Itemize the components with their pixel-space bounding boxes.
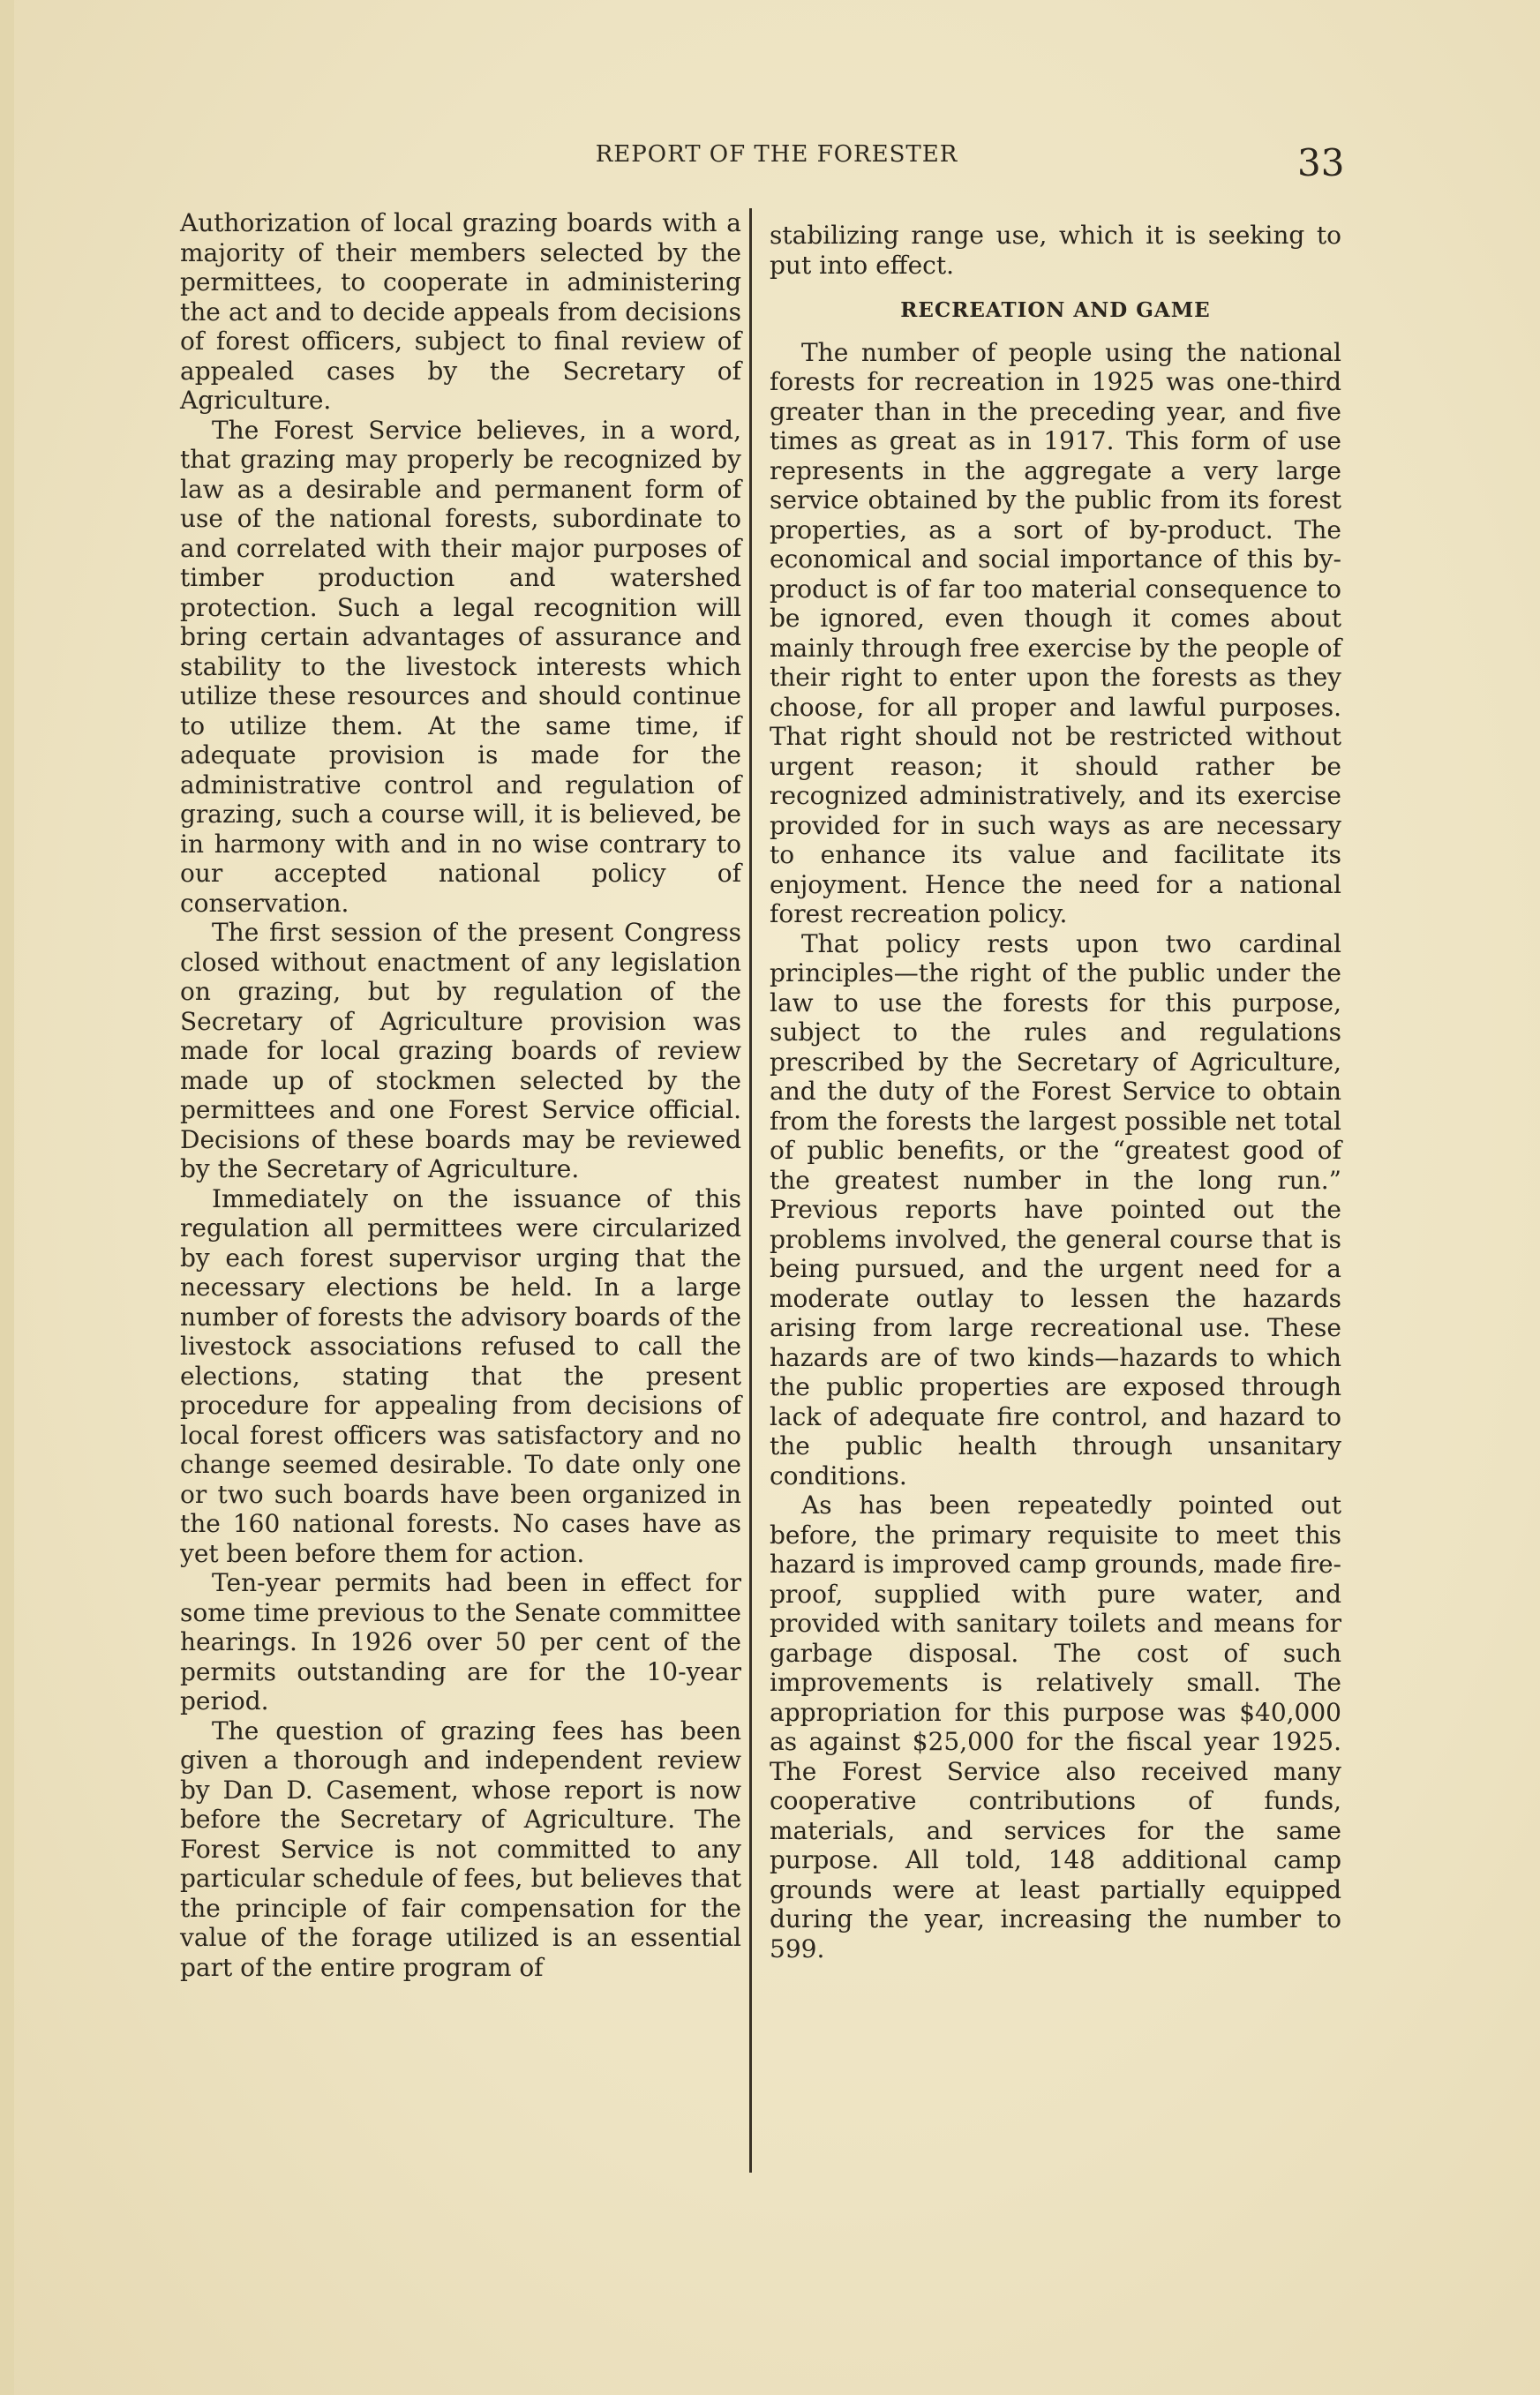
paragraph: The number of people using the national forests for recreation in 1925 was one-third greater than in the preceding year, and five times as great as in 1917. This form of use represents in the aggregate a very large service obtained by the public from its forest properties, as a sort of by-product. The economical and social importance of this by-product is of far too material consequence to be ignored, even though it comes about mainly through free exercise by the people of their right to enter upon the forests as they choose, for all proper and lawful purposes. That right should not be restricted without urgent reason; it should rather be recognized administratively, and its exercise provided for in such ways as are necessary to enhance its value and facilitate its enjoyment. Hence the need for a national forest recreation policy.	[770, 337, 1341, 928]
page-number: 33	[1297, 141, 1345, 184]
paragraph-continuation: stabilizing range use, which it is seeking to put into effect.	[770, 221, 1341, 280]
paragraph: The first session of the present Congress closed without enactment of any legislation on grazing, but by regulation of the Secretary of Agriculture provision was made for local grazing boards of review made up of stockmen selected by the permittees and one Forest Service official. Decisions of these boards may be reviewed by the Secretary of Agriculture.	[180, 918, 741, 1183]
right-column	[770, 221, 1341, 1963]
running-head: REPORT OF THE FORESTER	[595, 141, 958, 168]
paragraph: The question of grazing fees has been given a thorough and independent review by Dan D. Casement, whose report is now before the Secretary of Agriculture. The Forest Service is not committed to any particular schedule of fees, but believes that the principle of fair compensation for the value of the forage utilized is an essential part of the entire program of	[180, 1716, 741, 1982]
paragraph: That policy rests upon two cardinal principles—the right of the public under the law to use the forests for this purpose, subject to the rules and regulations prescribed by the Secretary of Agriculture, and the duty of the Forest Service to obtain from the forests the largest possible net total of public benefits, or the “greatest good of the greatest number in the long run.” Previous reports have pointed out the problems involved, the general course that is being pursued, and the urgent need for a moderate outlay to lessen the hazards arising from large recreational use. These hazards are of two kinds—hazards to which the public properties are exposed through lack of adequate fire control, and hazard to the public health through unsanitary conditions.	[770, 928, 1341, 1490]
section-heading: RECREATION AND GAME	[900, 298, 1211, 322]
column-divider	[749, 208, 752, 2173]
page-left-edge	[0, 0, 14, 2395]
paragraph: As has been repeatedly pointed out before, the primary requisite to meet this hazard is improved camp grounds, made fire-proof, supplied with pure water, and provided with sanitary toilets and means for garbage disposal. The cost of such improvements is relatively small. The appropriation for this purpose was $40,000 as against $25,000 for the fiscal year 1925. The Forest Service also received many cooperative contributions of funds, materials, and services for the same purpose. All told, 148 additional camp grounds were at least partially equipped during the year, increasing the number to 599.	[770, 1490, 1341, 1963]
paragraph: Authorization of local grazing boards with a majority of their members selected by the permittees, to cooperate in administering the act and to decide appeals from decisions of forest officers, subject to final review of appealed cases by the Secretary of Agriculture.	[180, 208, 741, 415]
paragraph: Immediately on the issuance of this regulation all permittees were circularized by each forest supervisor urging that the necessary elections be held. In a large number of forests the advisory boards of the livestock associations refused to call the elections, stating that the present procedure for appealing from decisions of local forest officers was satisfactory and no change seemed desirable. To date only one or two such boards have been organized in the 160 national forests. No cases have as yet been before them for action.	[180, 1183, 741, 1568]
left-column	[180, 208, 741, 1982]
paragraph: The Forest Service believes, in a word, that grazing may properly be recognized by law as a desirable and permanent form of use of the national forests, subordinate to and correlated with their major purposes of timber production and watershed protection. Such a legal recognition will bring certain advantages of assurance and stability to the livestock interests which utilize these resources and should continue to utilize them. At the same time, if adequate provision is made for the administrative control and regulation of grazing, such a course will, it is believed, be in harmony with and in no wise contrary to our accepted national policy of conservation.	[180, 415, 741, 918]
paragraph: Ten-year permits had been in effect for some time previous to the Senate committee hearings. In 1926 over 50 per cent of the permits outstanding are for the 10-year period.	[180, 1568, 741, 1716]
